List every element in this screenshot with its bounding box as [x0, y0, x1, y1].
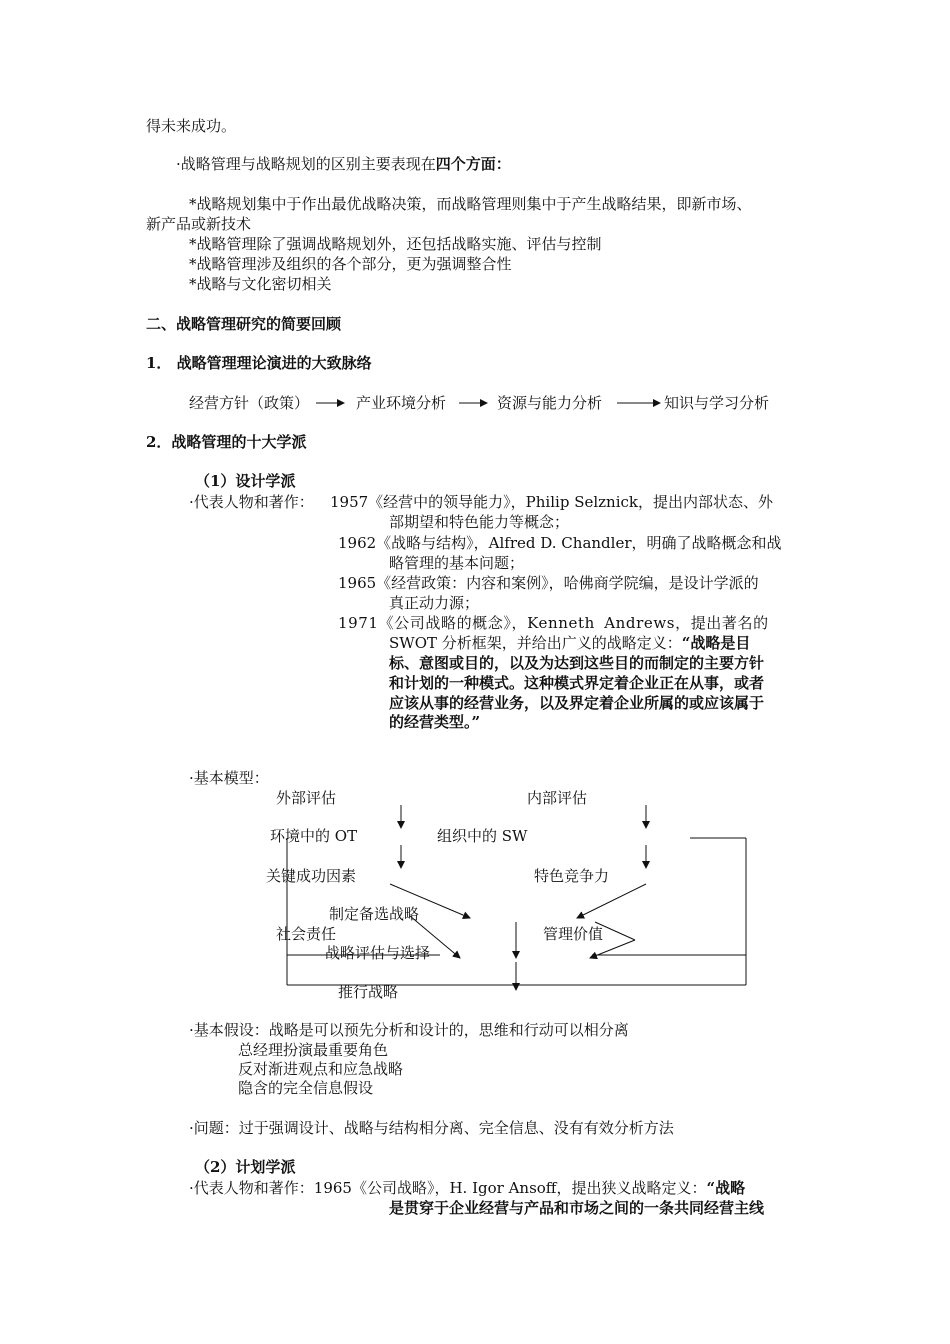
flow-step-knowledge: 知识与学习分析: [664, 394, 770, 412]
label-formulate: 制定备选战略: [329, 905, 420, 923]
planning-work: 1965《公司战略》，H. Igor Ansoff，提出狭义战略定义：: [313, 1179, 707, 1197]
flow-step-policy: 经营方针（政策）: [189, 394, 310, 412]
subsection-schools: 2．战略管理的十大学派: [146, 433, 307, 451]
label-env-ot: 环境中的 OT: [270, 827, 358, 845]
work-1962-line1: 1962《战略与结构》，Alfred D. Chandler，明确了战略概念和战: [338, 534, 782, 552]
label-internal: 内部评估: [527, 789, 588, 807]
planning-school-title: （2）计划学派: [195, 1158, 296, 1176]
label-org-sw: 组织中的 SW: [437, 827, 528, 845]
list-item: 新产品或新技术: [146, 215, 252, 233]
work-1971-line1: 1971《公司战略的概念》，Kenneth Andrews，提出著名的: [338, 614, 769, 632]
work-1962-line2: 略管理的基本问题；: [389, 554, 525, 572]
work-1957-line1: 1957《经营中的领导能力》，Philip Selznick，提出内部状态、外: [330, 493, 773, 511]
list-item: *战略规划集中于作出最优战略决策，而战略管理则集中于产生战略结果，即新市场、: [189, 195, 752, 213]
work-1965-line1: 1965《经营政策：内容和案例》，哈佛商学院编，是设计学派的: [338, 574, 759, 592]
work-1957-line2: 部期望和特色能力等概念；: [389, 513, 570, 531]
section-heading: 二、战略管理研究的简要回顾: [146, 315, 342, 333]
planning-quote-line: 是贯穿于企业经营与产品和市场之间的一条共同经营主线: [389, 1199, 765, 1217]
label-evaluate: 战略评估与选择: [325, 944, 431, 962]
andrews-quote-line: 应该从事的经营业务，以及界定着企业所属的或应该属于: [389, 694, 765, 712]
label-mgmt-values: 管理价值: [543, 925, 604, 943]
work-1965-line2: 真正动力源；: [389, 594, 480, 612]
difference-bold: 四个方面：: [435, 155, 511, 173]
label-external: 外部评估: [276, 789, 337, 807]
subsection-evolution: 1． 战略管理理论演进的大致脉络: [146, 354, 372, 372]
model-label: ·基本模型：: [189, 769, 269, 787]
design-school-title: （1）设计学派: [195, 472, 296, 490]
problems: ·问题：过于强调设计、战略与结构相分离、完全信息、没有有效分析方法: [189, 1119, 674, 1137]
planning-quote-start: “战略: [706, 1179, 746, 1197]
andrews-quote-line: 标、意图或目的，以及为达到这些目的而制定的主要方针: [389, 654, 765, 672]
rep-label: ·代表人物和著作：: [189, 493, 314, 511]
list-item: *战略管理除了强调战略规划外，还包括战略实施、评估与控制: [189, 235, 602, 253]
label-distinct: 特色竞争力: [534, 867, 610, 885]
flow-step-resource: 资源与能力分析: [497, 394, 603, 412]
andrews-cont: SWOT 分析框架，并给出广义的战略定义：: [389, 634, 682, 652]
assumption-item: 总经理扮演最重要角色: [238, 1041, 389, 1059]
arrow-distinct-formulate: [577, 884, 646, 918]
andrews-quote-line: 的经营类型。”: [389, 713, 481, 731]
label-ksf: 关键成功因素: [266, 867, 357, 885]
andrews-quote-start: “战略是目: [681, 634, 751, 652]
assumption-label: ·基本假设：战略是可以预先分析和设计的，思维和行动可以相分离: [189, 1021, 629, 1039]
continued-text: 得未来成功。: [146, 117, 237, 135]
label-social: 社会责任: [276, 925, 337, 943]
assumption-item: 反对渐进观点和应急战略: [238, 1060, 404, 1078]
label-implement: 推行战略: [338, 983, 399, 1001]
planning-rep-label: ·代表人物和著作：: [189, 1179, 314, 1197]
planning-rep-line: [189, 1178, 745, 1198]
andrews-quote-line: 和计划的一种模式。这种模式界定着企业正在从事，或者: [389, 674, 765, 692]
difference-lead-text: ·战略管理与战略规划的区别主要表现在: [176, 155, 436, 173]
assumption-item: 隐含的完全信息假设: [238, 1079, 374, 1097]
list-item: *战略管理涉及组织的各个部分，更为强调整合性: [189, 255, 512, 273]
flow-step-industry: 产业环境分析: [356, 394, 447, 412]
list-item: *战略与文化密切相关: [189, 275, 332, 293]
